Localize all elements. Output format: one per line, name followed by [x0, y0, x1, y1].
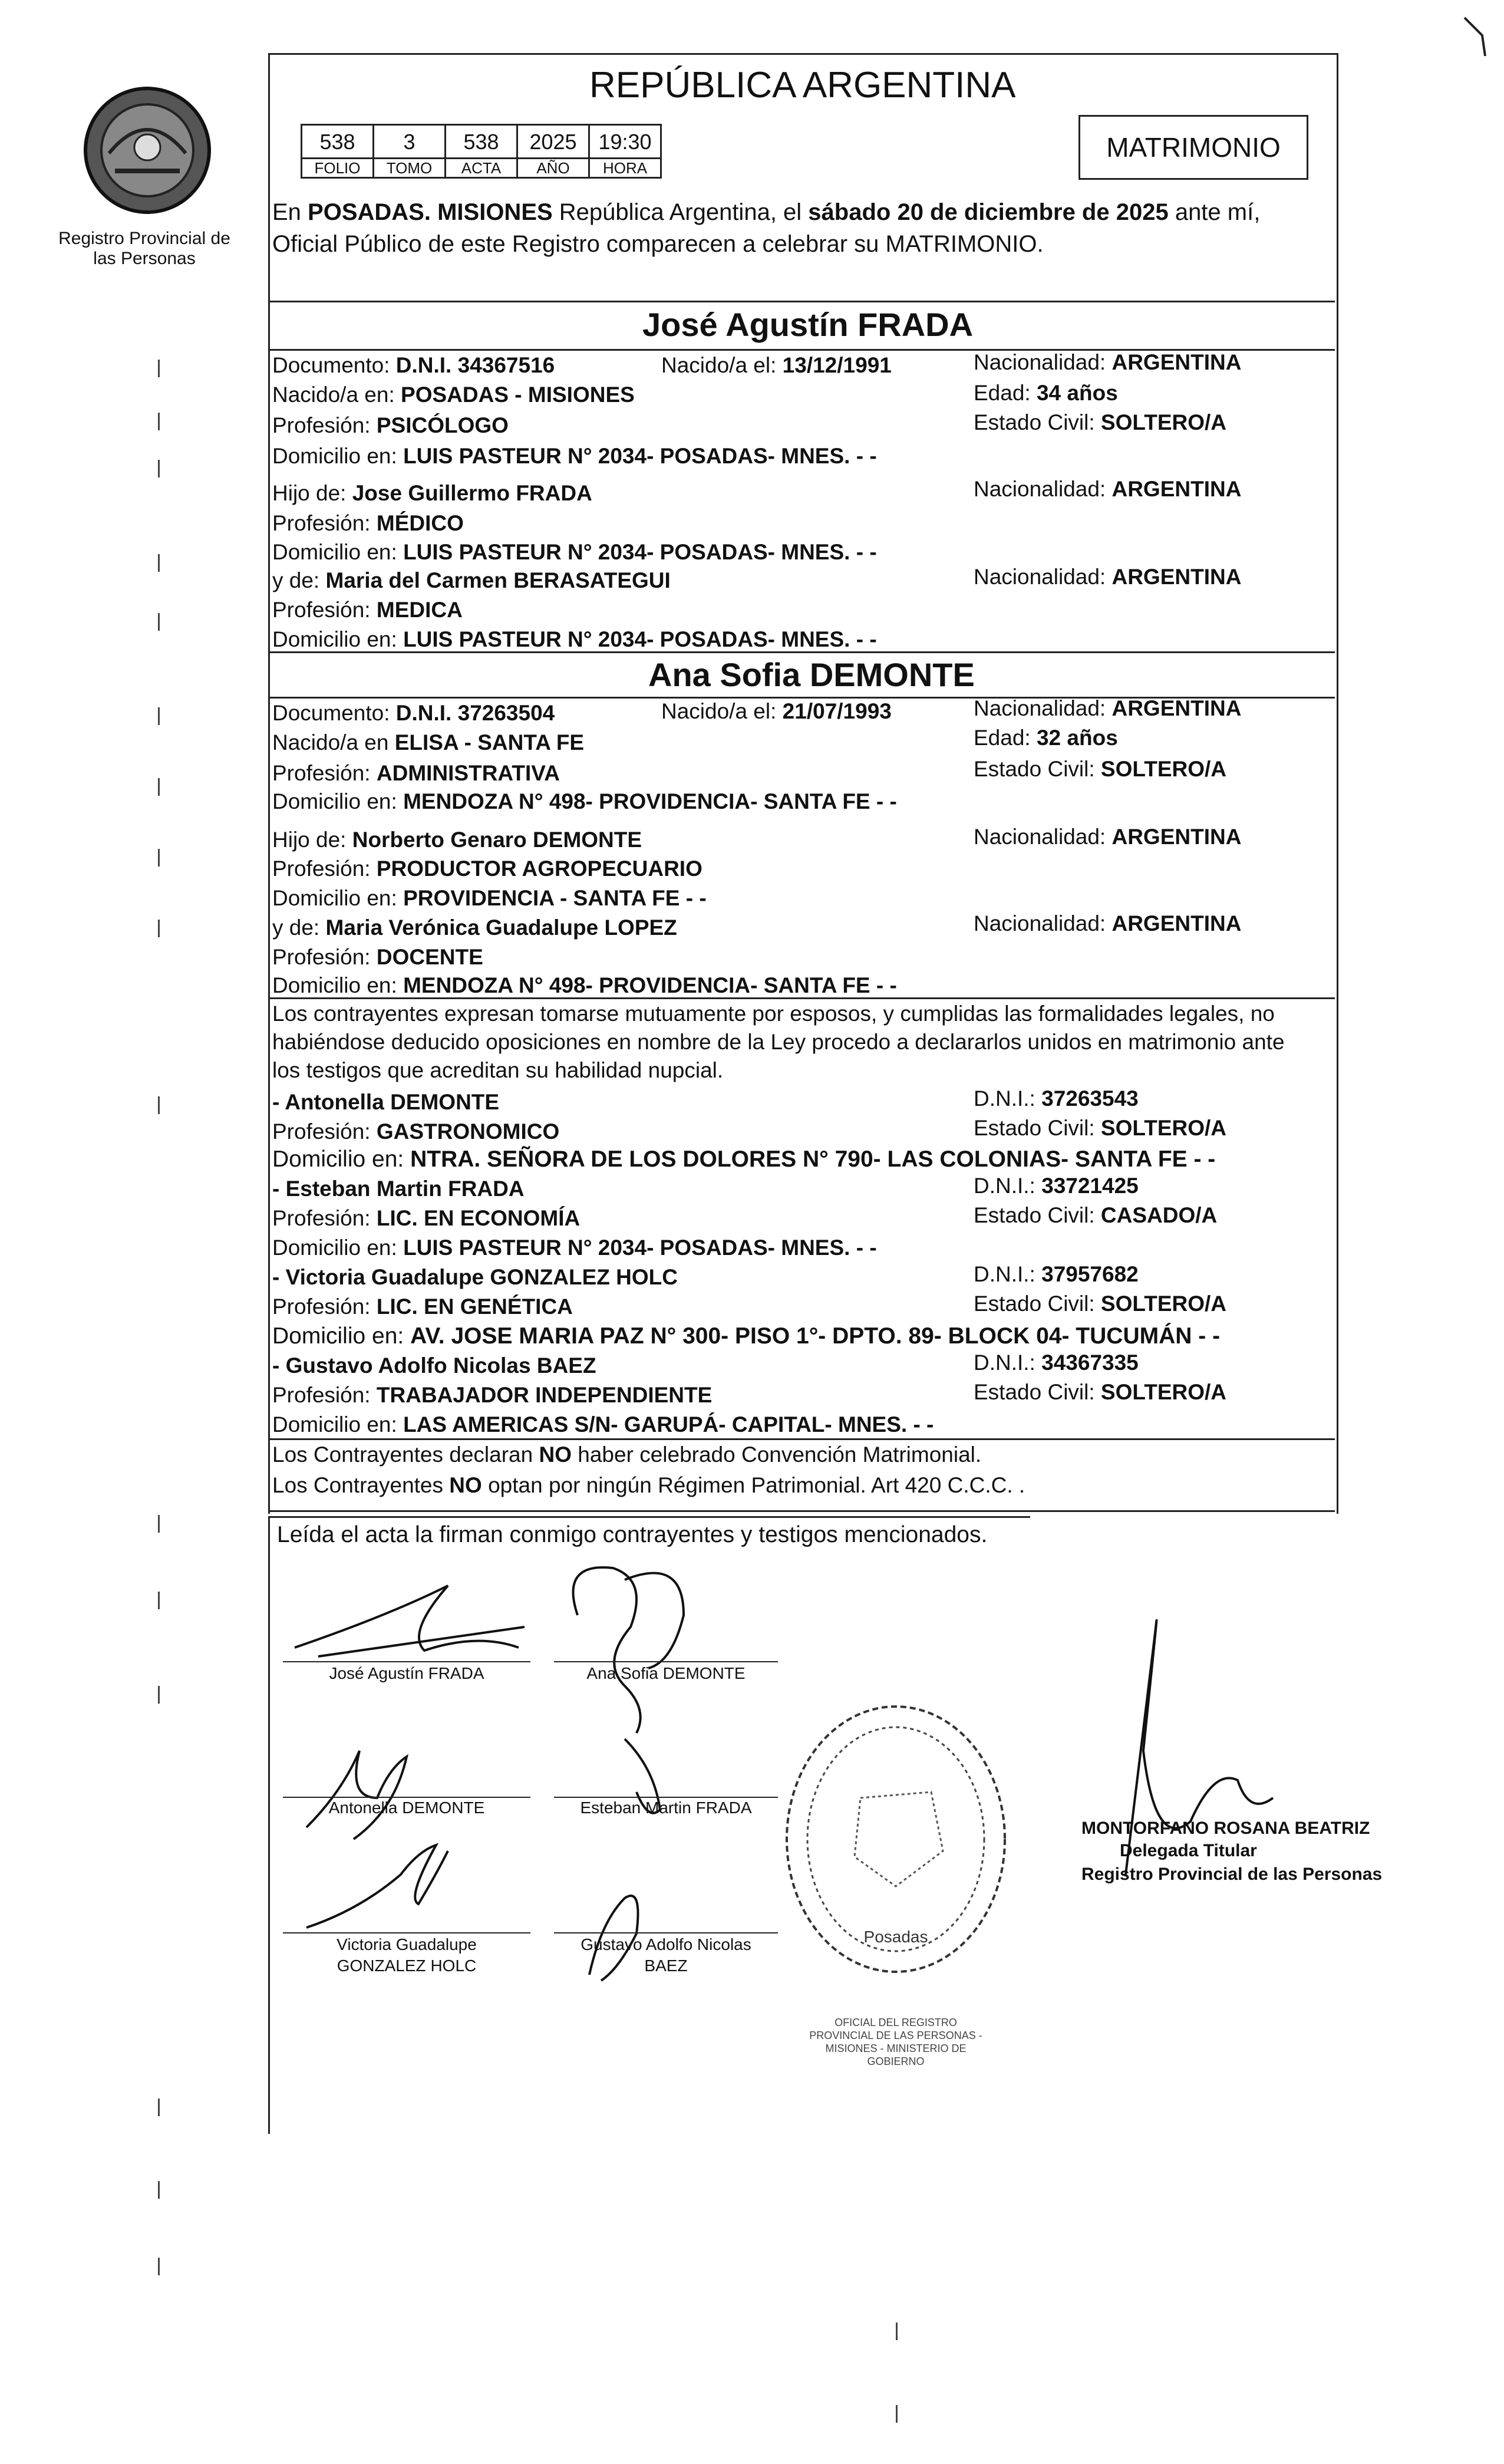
intro-line-2: Oficial Público de este Registro comparecen a celebrar su MATRIMONIO. — [272, 231, 1044, 257]
bride-mother: y de: Maria Verónica Guadalupe LOPEZ — [272, 915, 677, 940]
signature-witness-4b: BAEZ — [644, 1956, 688, 1975]
clause-regime: Los Contrayentes NO optan por ningún Régimen Patrimonial. Art 420 C.C.C. . — [272, 1473, 1025, 1497]
groom-father-nationality: Nacionalidad: ARGENTINA — [974, 477, 1242, 501]
witness-1-civil: Estado Civil: SOLTERO/A — [974, 1116, 1227, 1140]
bride-doc: Documento: D.N.I. 37263504 — [272, 701, 555, 725]
signature-witness-4a: Gustavo Adolfo Nicolas — [581, 1935, 751, 1954]
act-type-box: MATRIMONIO — [1078, 115, 1308, 180]
signature-witness-1: Antonella DEMONTE — [328, 1798, 485, 1817]
witness-1-name: - Antonella DEMONTE — [272, 1090, 500, 1114]
bride-mother-profession: Profesión: DOCENTE — [272, 945, 483, 969]
tomo-value: 3 — [372, 124, 446, 159]
corner-mark-icon — [1459, 12, 1494, 59]
witness-1-dni: D.N.I.: 37263543 — [974, 1086, 1139, 1111]
country-title: REPÚBLICA ARGENTINA — [589, 65, 1016, 106]
bride-father-nationality: Nacionalidad: ARGENTINA — [974, 825, 1242, 849]
declaration-line-1: Los contrayentes expresan tomarse mutuamente por esposos, y cumplidas las formalidades legales, no — [272, 1002, 1275, 1026]
provincial-seal — [80, 83, 215, 218]
witness-2-name: - Esteban Martin FRADA — [272, 1177, 525, 1201]
groom-profession: Profesión: PSICÓLOGO — [272, 413, 509, 437]
hora-label: HORA — [588, 157, 662, 179]
witness-3-domicile: Domicilio en: AV. JOSE MARIA PAZ N° 300- PISO 1°- DPTO. 89- BLOCK 04- TUCUMÁN - - — [272, 1323, 1221, 1349]
witness-3-name: - Victoria Guadalupe GONZALEZ HOLC — [272, 1265, 678, 1289]
bride-domicile: Domicilio en: MENDOZA N° 498- PROVIDENCIA- SANTA FE - - — [272, 789, 897, 813]
anio-value: 2025 — [516, 124, 590, 159]
bride-born-on: Nacido/a el: 21/07/1993 — [661, 699, 892, 723]
bride-father-domicile: Domicilio en: PROVIDENCIA - SANTA FE - - — [272, 886, 707, 910]
provincial-seal-icon — [80, 83, 215, 218]
groom-domicile: Domicilio en: LUIS PASTEUR N° 2034- POSADAS- MNES. - - — [272, 444, 877, 468]
bride-name: Ana Sofia DEMONTE — [648, 656, 975, 693]
round-seal-ring-text: OFICIAL DEL REGISTRO PROVINCIAL DE LAS PERSONAS - MISIONES - MINISTERIO DE GOBIERNO — [809, 2017, 982, 2067]
groom-mother-nationality: Nacionalidad: ARGENTINA — [974, 565, 1242, 589]
clause-convention: Los Contrayentes declaran NO haber celebrado Convención Matrimonial. — [272, 1442, 982, 1467]
signature-witness-3b: GONZALEZ HOLC — [337, 1956, 477, 1975]
groom-father-profession: Profesión: MÉDICO — [272, 511, 464, 535]
round-seal-center-text: Posadas — [863, 1928, 928, 1946]
closing-text: Leída el acta la firman conmigo contrayentes y testigos mencionados. — [277, 1522, 988, 1547]
bride-mother-nationality: Nacionalidad: ARGENTINA — [974, 911, 1242, 935]
intro-line-1: En POSADAS. MISIONES República Argentina, el sábado 20 de diciembre de 2025 ante mí, — [272, 199, 1261, 225]
groom-mother-profession: Profesión: MEDICA — [272, 598, 463, 622]
declaration-line-3: los testigos que acreditan su habilidad nupcial. — [272, 1058, 724, 1082]
groom-father-domicile: Domicilio en: LUIS PASTEUR N° 2034- POSADAS- MNES. - - — [272, 540, 877, 564]
acta-value: 538 — [444, 124, 518, 159]
groom-nationality: Nacionalidad: ARGENTINA — [974, 350, 1242, 374]
bride-civil: Estado Civil: SOLTERO/A — [974, 757, 1227, 781]
groom-mother: y de: Maria del Carmen BERASATEGUI — [272, 568, 671, 592]
groom-born-on: Nacido/a el: 13/12/1991 — [661, 353, 892, 377]
bride-father-profession: Profesión: PRODUCTOR AGROPECUARIO — [272, 857, 702, 881]
signature-witness-2: Esteban Martin FRADA — [580, 1798, 752, 1817]
witness-4-profession: Profesión: TRABAJADOR INDEPENDIENTE — [272, 1383, 713, 1407]
bride-profession: Profesión: ADMINISTRATIVA — [272, 761, 560, 785]
witness-2-civil: Estado Civil: CASADO/A — [974, 1203, 1218, 1227]
declaration-line-2: habiéndose deducido oposiciones en nombre de la Ley procedo a declararlos unidos en matrimonio ante — [272, 1030, 1285, 1054]
witness-1-domicile: Domicilio en: NTRA. SEÑORA DE LOS DOLORES N° 790- LAS COLONIAS- SANTA FE - - — [272, 1147, 1216, 1172]
seal-caption: Registro Provincial de las Personas — [58, 229, 230, 268]
witness-2-profession: Profesión: LIC. EN ECONOMÍA — [272, 1206, 581, 1230]
groom-name: José Agustín FRADA — [642, 306, 974, 343]
bride-nationality: Nacionalidad: ARGENTINA — [974, 696, 1242, 720]
hora-value: 19:30 — [588, 124, 662, 159]
signature-groom: José Agustín FRADA — [329, 1664, 484, 1682]
witness-2-domicile: Domicilio en: LUIS PASTEUR N° 2034- POSADAS- MNES. - - — [272, 1236, 877, 1260]
groom-doc: Documento: D.N.I. 34367516 — [272, 353, 555, 377]
witness-4-civil: Estado Civil: SOLTERO/A — [974, 1380, 1227, 1404]
bride-age: Edad: 32 años — [974, 726, 1118, 750]
bride-born-in: Nacido/a en ELISA - SANTA FE — [272, 730, 585, 755]
groom-civil: Estado Civil: SOLTERO/A — [974, 410, 1227, 434]
witness-4-domicile: Domicilio en: LAS AMERICAS S/N- GARUPÁ- CAPITAL- MNES. - - — [272, 1412, 934, 1437]
official-title: Delegada Titular — [1120, 1841, 1257, 1860]
official-name: MONTORFANO ROSANA BEATRIZ — [1081, 1819, 1370, 1838]
folio-value: 538 — [301, 124, 374, 159]
acta-label: ACTA — [444, 157, 518, 179]
witness-1-profession: Profesión: GASTRONOMICO — [272, 1119, 560, 1144]
witness-4-dni: D.N.I.: 34367335 — [974, 1350, 1139, 1375]
official-org: Registro Provincial de las Personas — [1081, 1865, 1383, 1884]
witness-3-dni: D.N.I.: 37957682 — [974, 1262, 1139, 1286]
groom-father: Hijo de: Jose Guillermo FRADA — [272, 481, 592, 505]
folio-label: FOLIO — [301, 157, 374, 179]
signature-bride: Ana Sofia DEMONTE — [586, 1664, 746, 1682]
groom-born-in: Nacido/a en: POSADAS - MISIONES — [272, 383, 635, 407]
witness-3-civil: Estado Civil: SOLTERO/A — [974, 1292, 1227, 1316]
bride-father: Hijo de: Norberto Genaro DEMONTE — [272, 828, 642, 852]
groom-age: Edad: 34 años — [974, 381, 1118, 405]
signature-witness-3a: Victoria Guadalupe — [337, 1935, 477, 1954]
groom-mother-domicile: Domicilio en: LUIS PASTEUR N° 2034- POSADAS- MNES. - - — [272, 627, 877, 651]
witness-4-name: - Gustavo Adolfo Nicolas BAEZ — [272, 1353, 596, 1378]
witness-2-dni: D.N.I.: 33721425 — [974, 1174, 1139, 1198]
witness-3-profession: Profesión: LIC. EN GENÉTICA — [272, 1294, 573, 1319]
bride-mother-domicile: Domicilio en: MENDOZA N° 498- PROVIDENCIA- SANTA FE - - — [272, 973, 897, 997]
anio-label: AÑO — [516, 157, 590, 179]
tomo-label: TOMO — [372, 157, 446, 179]
